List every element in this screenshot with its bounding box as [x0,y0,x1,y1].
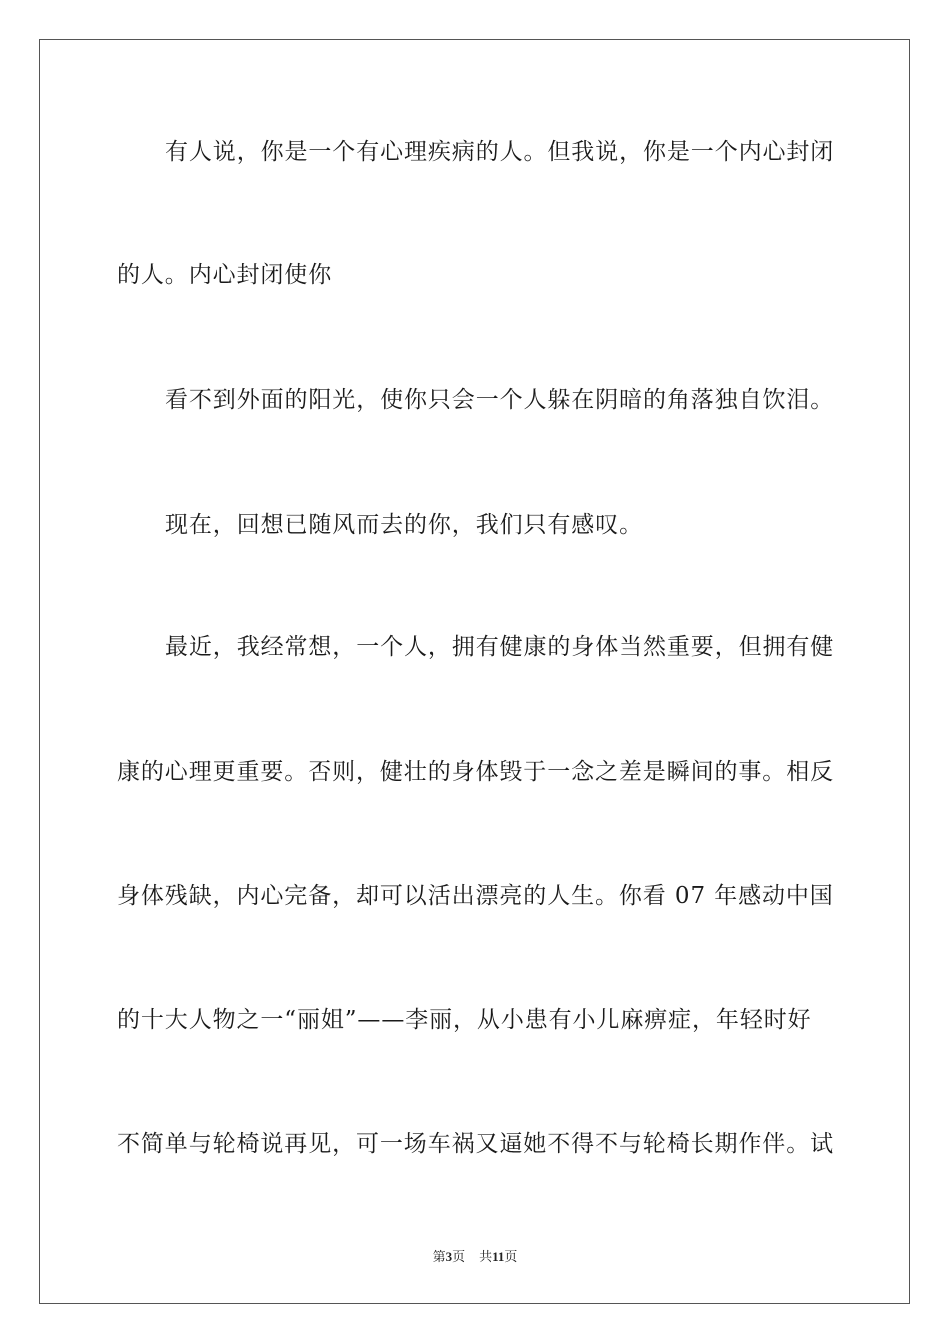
paragraph-line-9: 不简单与轮椅说再见，可一场车祸又逼她不得不与轮椅长期作伴。试 [117,1131,834,1157]
page-border [39,39,910,1304]
page-number: 3 [445,1249,453,1264]
paragraph-line-2: 的人。内心封闭使你 [117,262,333,288]
paragraph-line-5: 最近，我经常想，一个人，拥有健康的身体当然重要，但拥有健 [165,634,835,660]
page-suffix: 页 [452,1249,466,1264]
paragraph-line-1: 有人说，你是一个有心理疾病的人。但我说，你是一个内心封闭 [165,139,835,165]
paragraph-line-3: 看不到外面的阳光，使你只会一个人躲在阴暗的角落独自饮泪。 [165,387,835,413]
total-pages: 11 [492,1249,505,1264]
paragraph-line-8: 的十大人物之一“丽姐”——李丽，从小患有小儿麻痹症，年轻时好 [117,1007,812,1033]
paragraph-line-6: 康的心理更重要。否则，健壮的身体毁于一念之差是瞬间的事。相反 [117,759,834,785]
paragraph-line-4: 现在，回想已随风而去的你，我们只有感叹。 [165,512,643,538]
page-prefix: 第 [432,1249,446,1264]
page-footer [0,1246,950,1265]
total-suffix: 页 [504,1249,518,1264]
paragraph-line-7: 身体残缺，内心完备，却可以活出漂亮的人生。你看 07 年感动中国 [117,883,834,909]
total-prefix: 共 [479,1249,493,1264]
